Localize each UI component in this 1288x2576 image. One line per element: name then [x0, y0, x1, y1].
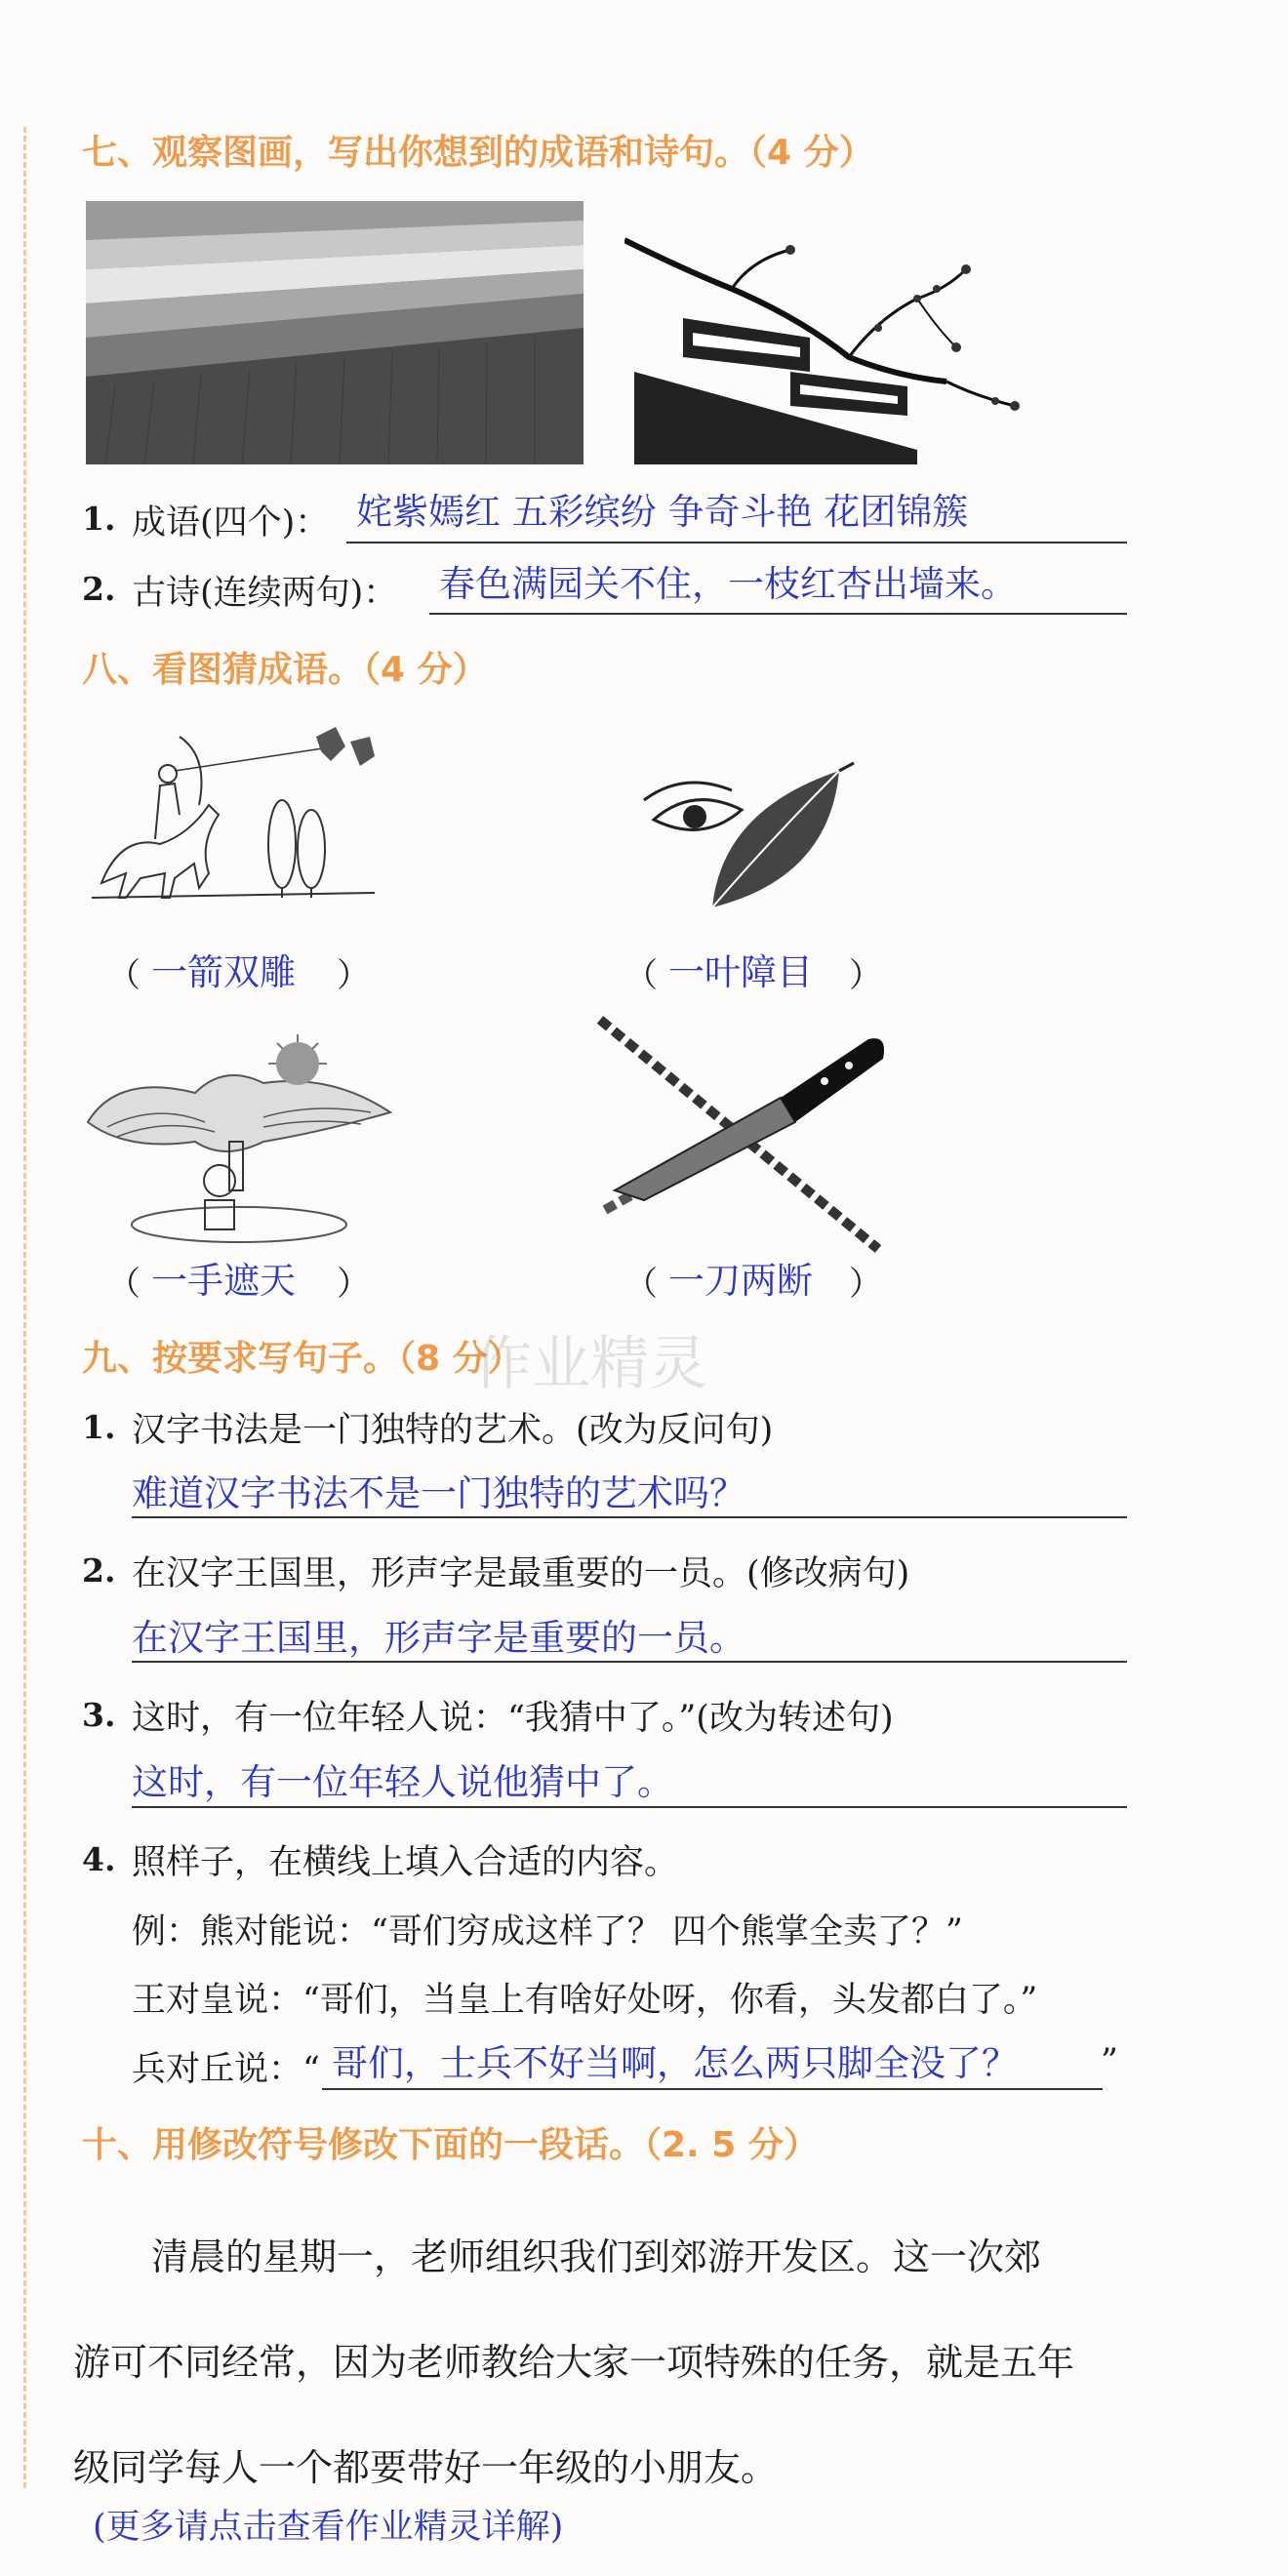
hand-sky-icon: [78, 1034, 400, 1249]
section-8-title: 八、看图猜成语。（4 分）: [82, 650, 488, 690]
section-7-title: 七、观察图画，写出你想到的成语和诗句。（4 分）: [82, 133, 874, 173]
section-10-title: 十、用修改符号修改下面的一段话。（2. 5 分）: [82, 2125, 819, 2165]
answer-poem: 春色满园关不住，一枝红杏出墙来。: [439, 563, 1017, 605]
answer-idiom-1: 一箭双雕: [151, 951, 296, 993]
flower-field-photo: [86, 201, 584, 464]
archer-eagles-icon: [82, 717, 384, 912]
paren-open: （: [624, 1265, 658, 1304]
answer-sentence: 难道汉字书法不是一门独特的艺术吗？: [132, 1472, 745, 1514]
paren-open: （: [107, 956, 141, 995]
example-sentence: 例：熊对能说：“哥们穷成这样了？ 四个熊掌全卖了？”: [132, 1912, 963, 1952]
paragraph-line: 游可不同经常，因为老师教给大家一项特殊的任务，就是五年: [73, 2341, 1075, 2384]
question-number: 4.: [82, 1840, 116, 1878]
more-details-link[interactable]: (更多请点击查看作业精灵详解): [93, 2508, 564, 2547]
margin-dashed-line: [23, 127, 26, 2488]
question-text: 在汉字王国里，形声字是最重要的一员。(修改病句): [132, 1554, 910, 1593]
question-text: 汉字书法是一门独特的艺术。(改为反问句): [132, 1411, 774, 1450]
section-9-title: 九、按要求写句子。（8 分）: [82, 1339, 523, 1379]
paragraph-line: 清晨的星期一，老师组织我们到郊游开发区。这一次郊: [151, 2235, 1042, 2278]
watermark: 作业精灵: [473, 1330, 707, 1398]
paren-close: ）: [849, 1265, 882, 1304]
question-label: 成语(四个)：: [132, 503, 330, 543]
question-number: 2.: [82, 1551, 116, 1590]
question-text: 这时，有一位年轻人说：“我猜中了。”(改为转述句): [132, 1699, 894, 1738]
question-number: 2.: [82, 570, 116, 608]
fill-suffix: ”: [1101, 2042, 1118, 2081]
paren-close: ）: [337, 956, 370, 995]
apricot-wall-illustration: [624, 201, 1034, 464]
example-sentence: 王对皇说：“哥们，当皇上有啥好处呀，你看，头发都白了。”: [132, 1981, 1038, 2020]
paren-open: （: [107, 1265, 141, 1304]
answer-idiom-3: 一手遮天: [151, 1260, 296, 1302]
answer-sentence: 在汉字王国里，形声字是重要的一员。: [132, 1617, 745, 1659]
answer-sentence: 这时，有一位年轻人说他猜中了。: [132, 1761, 673, 1803]
answer-line: [346, 542, 1127, 543]
knife-rope-icon: [585, 1015, 898, 1259]
answer-line: [429, 613, 1127, 615]
question-text: 照样子，在横线上填入合适的内容。: [132, 1843, 679, 1882]
paragraph-line: 级同学每人一个都要带好一年级的小朋友。: [73, 2446, 779, 2489]
paren-close: ）: [337, 1265, 370, 1304]
paren-close: ）: [849, 956, 882, 995]
answer-line: [132, 1516, 1127, 1518]
question-label: 古诗(连续两句)：: [132, 574, 398, 613]
question-number: 1.: [82, 500, 116, 538]
answer-idiom-4: 一刀两断: [668, 1260, 813, 1302]
answer-idiom-2: 一叶障目: [668, 951, 813, 993]
question-number: 1.: [82, 1408, 116, 1446]
paren-open: （: [624, 956, 658, 995]
answer-line: [322, 2088, 1103, 2090]
question-number: 3.: [82, 1696, 116, 1734]
answer-line: [132, 1806, 1127, 1808]
eye-leaf-icon: [634, 761, 868, 917]
fill-prefix: 兵对丘说：“: [132, 2050, 320, 2089]
answer-line: [132, 1661, 1127, 1663]
answer-fill-in: 哥们，士兵不好当啊，怎么两只脚全没了？: [332, 2042, 1018, 2084]
answer-idioms: 姹紫嫣红 五彩缤纷 争奇斗艳 花团锦簇: [356, 491, 969, 533]
